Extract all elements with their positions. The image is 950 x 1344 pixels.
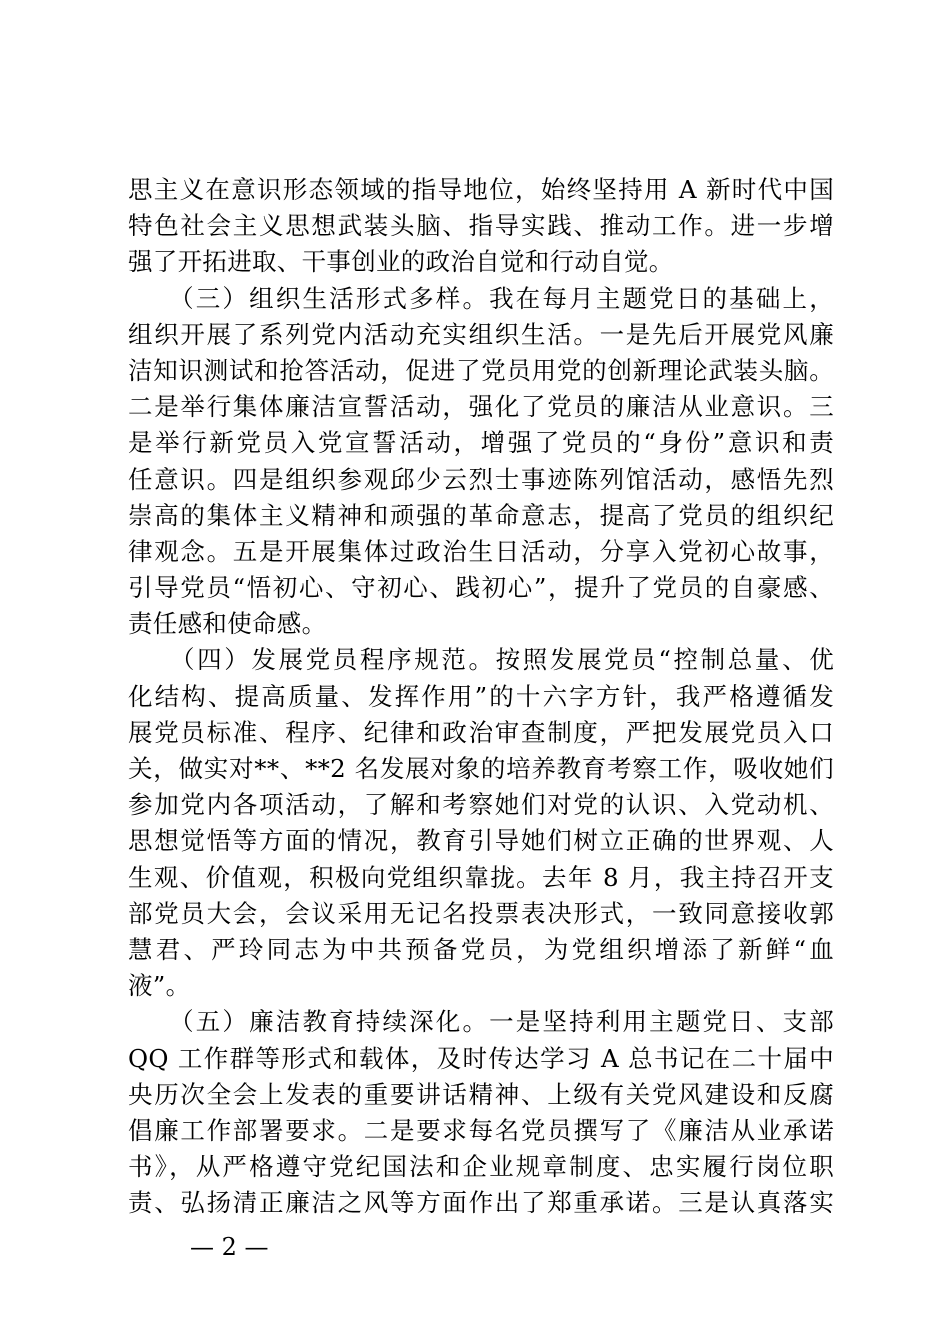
text-line: 责任感和使命感。 — [128, 609, 327, 639]
text-line: 思想觉悟等方面的情况，教育引导她们树立正确的世界观、人 — [128, 826, 834, 856]
text-line: 化结构、提高质量、发挥作用”的十六字方针，我严格遵循发 — [128, 681, 834, 711]
text-line: 关，做实对**、**2 名发展对象的培养教育考察工作，吸收她们 — [128, 754, 834, 783]
section-heading-line: （五）廉洁教育持续深化。一是坚持利用主题党日、支部 — [128, 1007, 834, 1037]
text-line: 洁知识测试和抢答活动，促进了党员用党的创新理论武装头脑。 — [128, 355, 834, 385]
text-line: 书》，从严格遵守党纪国法和企业规章制度、忠实履行岗位职 — [128, 1152, 834, 1182]
text-line: 液”。 — [128, 971, 191, 1001]
text-line: 参加党内各项活动，了解和考察她们对党的认识、入党动机、 — [128, 790, 834, 820]
text-line: 央历次全会上发表的重要讲话精神、上级有关党风建设和反腐 — [128, 1079, 834, 1109]
text-line: 生观、价值观，积极向党组织靠拢。去年 8 月，我主持召开支 — [128, 862, 834, 892]
text-line: 责、弘扬清正廉洁之风等方面作出了郑重承诺。三是认真落实 — [128, 1188, 834, 1218]
body-text — [128, 172, 834, 1221]
text-line: 任意识。四是组织参观邱少云烈士事迹陈列馆活动，感悟先烈 — [128, 464, 834, 494]
text-line: 部党员大会，会议采用无记名投票表决形式，一致同意接收郭 — [128, 898, 834, 928]
text-line: 引导党员“悟初心、守初心、践初心”，提升了党员的自豪感、 — [128, 573, 834, 603]
text-line: 强了开拓进取、干事创业的政治自觉和行动自觉。 — [128, 247, 674, 277]
text-line: 思主义在意识形态领域的指导地位，始终坚持用 A 新时代中国 — [128, 175, 834, 204]
text-line: 慧君、严玲同志为中共预备党员，为党组织增添了新鲜“血 — [128, 934, 834, 964]
text-line: 倡廉工作部署要求。二是要求每名党员撰写了《廉洁从业承诺 — [128, 1115, 834, 1145]
text-line: 组织开展了系列党内活动充实组织生活。一是先后开展党风廉 — [128, 319, 834, 349]
text-line: 特色社会主义思想武装头脑、指导实践、推动工作。进一步增 — [128, 211, 834, 241]
section-heading-line: （四）发展党员程序规范。按照发展党员“控制总量、优 — [128, 645, 834, 675]
text-line: QQ 工作群等形式和载体，及时传达学习 A 总书记在二十届中 — [128, 1043, 834, 1073]
section-heading-line: （三）组织生活形式多样。我在每月主题党日的基础上， — [128, 283, 834, 313]
text-line: 崇高的集体主义精神和顽强的革命意志，提高了党员的组织纪 — [128, 500, 834, 530]
text-line: 律观念。五是开展集体过政治生日活动，分享入党初心故事， — [128, 536, 834, 566]
page-number: — 2 — — [190, 1233, 269, 1261]
text-line: 展党员标准、程序、纪律和政治审查制度，严把发展党员入口 — [128, 717, 834, 747]
text-line: 二是举行集体廉洁宣誓活动，强化了党员的廉洁从业意识。三 — [128, 392, 834, 422]
text-line: 是举行新党员入党宣誓活动，增强了党员的“身份”意识和责 — [128, 428, 834, 458]
